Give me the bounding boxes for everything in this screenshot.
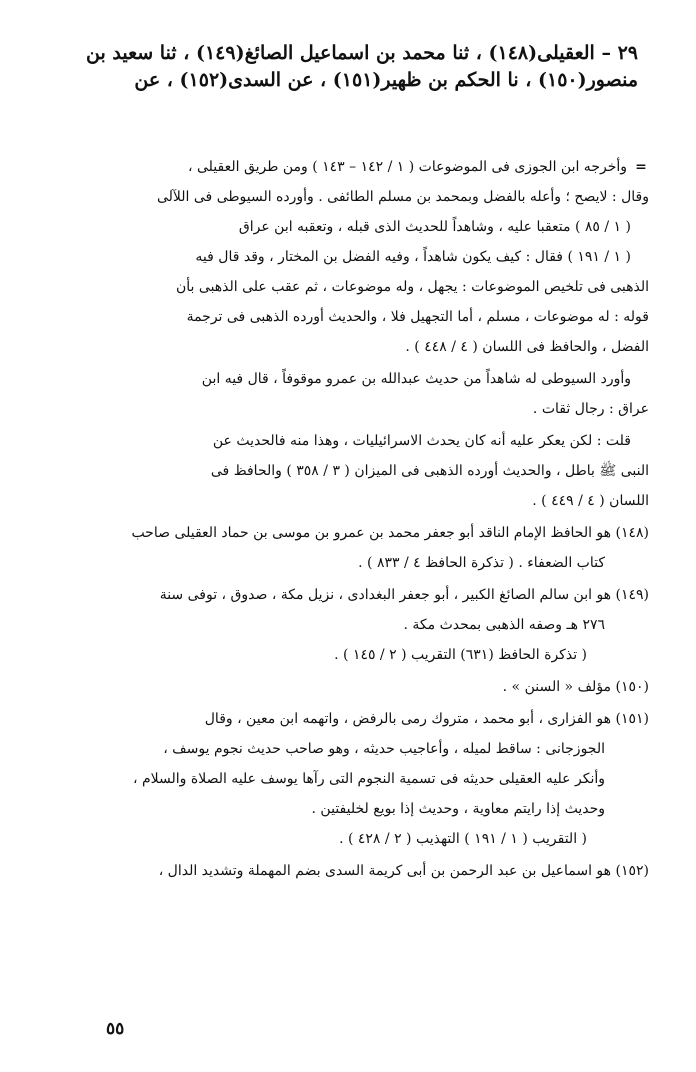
shahid-line: عراق : رجال ثقات .: [532, 401, 649, 417]
qultu-line: قلت : لكن يعكر عليه أنه كان يحدث الاسرائيليات ، وهذا منه فالحديث عن: [212, 433, 631, 449]
takhrij-line: الفضل ، والحافظ فى اللسان ( ٤ / ٤٤٨ ) .: [405, 339, 649, 355]
shahid-paragraph: [42, 364, 649, 424]
footnote-line: كتاب الضعفاء . ( تذكرة الحافظ ٤ / ٨٣٣ ) .: [358, 555, 605, 571]
takhrij-paragraph: [42, 152, 649, 362]
takhrij-line: قوله : له موضوعات ، مسلم ، أما التجهيل فلا ، والحديث أورده الذهبى فى ترجمة: [186, 309, 649, 325]
footnote-151: [42, 704, 649, 854]
footnote-line: (١٤٩) هو ابن سالم الصائغ الكبير ، أبو جعفر البغدادى ، نزيل مكة ، صدوق ، توفى سنة: [159, 587, 649, 603]
shahid-line: وأورد السيوطى له شاهداً من حديث عبدالله بن عمرو موقوفاً ، قال فيه ابن: [201, 371, 631, 387]
footnote-148: [42, 518, 649, 578]
takhrij-line: ( ١ / ٨٥ ) متعقبا عليه ، وشاهداً للحديث الذى قبله ، وتعقبه ابن عراق: [238, 219, 631, 235]
hadith-header: [60, 40, 638, 94]
takhrij-line: وأخرجه ابن الجوزى فى الموضوعات ( ١ / ١٤٢ – ١٤٣ ) ومن طريق العقيلى ،: [188, 159, 627, 175]
footnote-line: وحديث إذا رايتم معاوية ، وحديث إذا بويع لخليفتين .: [311, 801, 605, 817]
footnote-line: ( تذكرة الحافظ (٦٣١) التقريب ( ٢ / ١٤٥ ) .: [334, 647, 587, 663]
footnote-line: (١٥٠) مؤلف « السنن » .: [502, 679, 649, 695]
hadith-header-line-2: منصور(١٥٠) ، نا الحكم بن ظهير(١٥١) ، عن السدى(١٥٢) ، عن: [134, 69, 638, 91]
hadith-header-line-1: ٢٩ – العقيلى(١٤٨) ، ثنا محمد بن اسماعيل الصائغ(١٤٩) ، ثنا سعيد بن: [86, 42, 638, 64]
takhrij-line: وقال : لايصح ؛ وأعله بالفضل وبمحمد بن مسلم الطائفى . وأورده السيوطى فى اللآلى: [156, 189, 649, 205]
takhrij-line: ( ١ / ١٩١ ) فقال : كيف يكون شاهداً ، وفيه الفضل بن المختار ، وقد قال فيه: [195, 249, 631, 265]
footnote-149: [42, 580, 649, 670]
qultu-line: النبى ﷺ باطل ، والحديث أورده الذهبى فى الميزان ( ٣ / ٣٥٨ ) والحافظ فى: [210, 463, 649, 479]
footnote-line: (١٥٢) هو اسماعيل بن عبد الرحمن بن أبى كريمة السدى بضم المهملة وتشديد الدال ،: [158, 863, 649, 879]
qultu-paragraph: [42, 426, 649, 516]
footnote-line: (١٤٨) هو الحافظ الإمام الناقد أبو جعفر محمد بن عمرو بن موسى بن حماد العقيلى صاحب: [131, 525, 649, 541]
footnotes-section: [42, 152, 649, 888]
footnote-150: [42, 672, 649, 702]
footnote-line: ( التقريب ( ١ / ١٩١ ) التهذيب ( ٢ / ٤٢٨ ) .: [339, 831, 587, 847]
footnote-line: الجوزجانى : ساقط لميله ، وأعاجيب حديثه ، وهو صاحب حديث نجوم يوسف ،: [163, 741, 605, 757]
qultu-line: اللسان ( ٤ / ٤٤٩ ) .: [532, 493, 649, 509]
page-number: ٥٥: [106, 1019, 125, 1039]
takhrij-line: الذهبى فى تلخيص الموضوعات : يجهل ، وله موضوعات ، ثم عقب على الذهبى بأن: [176, 279, 649, 295]
continuation-mark: =: [635, 159, 647, 175]
footnote-line: (١٥١) هو الفزارى ، أبو محمد ، متروك رمى بالرفض ، واتهمه ابن معين ، وقال: [204, 711, 649, 727]
footnote-line: ٢٧٦ هـ وصفه الذهبى بمحدث مكة .: [403, 617, 605, 633]
footnote-line: وأنكر عليه العقيلى حديثه فى تسمية النجوم التى رآها يوسف عليه الصلاة والسلام ،: [133, 771, 605, 787]
footnote-152: [42, 856, 649, 886]
